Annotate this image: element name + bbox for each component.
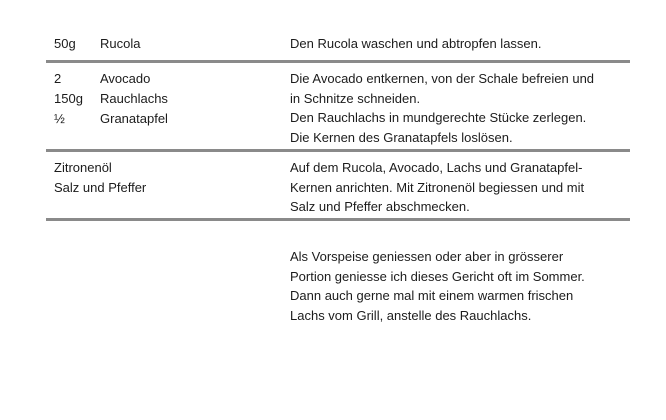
instruction-line: Auf dem Rucola, Avocado, Lachs und Granatapfel- [290,160,583,175]
ingredient-row [54,34,274,54]
ingredient-name: Rucola [100,36,141,51]
instruction-line: Den Rauchlachs in mundgerechte Stücke zerlegen. [290,110,587,125]
instruction-text [290,158,626,217]
instruction-line: Salz und Pfeffer abschmecken. [290,199,470,214]
note-line: Als Vorspeise geniessen oder aber in grösserer [290,249,564,264]
instruction-line: Die Kernen des Granatapfels loslösen. [290,129,513,145]
ingredient-name: Rauchlachs [100,91,168,106]
note-line: Portion geniesse ich dieses Gericht oft im Sommer. [290,268,585,284]
instruction-text [290,69,626,147]
section-divider [46,60,630,63]
instruction-line: Kernen anrichten. Mit Zitronenöl begiessen und mit [290,179,585,195]
note-line: Lachs vom Grill, anstelle des Rauchlachs. [290,307,532,323]
ingredient-row [54,109,274,129]
ingredient-quantity: 2 [54,71,62,86]
section-divider [46,149,630,152]
ingredient-row [54,89,274,109]
ingredient-quantity: 150g [54,91,83,106]
note-line: Dann auch gerne mal mit einem warmen frischen [290,288,574,303]
recipe-note [46,247,630,327]
ingredient-item: Salz und Pfeffer [54,180,147,195]
recipe-section-serving [46,158,630,216]
instruction-text [290,34,626,54]
ingredient-row [54,69,274,89]
ingredient-name: Granatapfel [100,111,168,126]
ingredient-list [54,69,274,129]
ingredient-name: Avocado [100,71,151,86]
section-divider [46,218,630,221]
ingredient-item: Zitronenöl [54,160,112,175]
ingredient-list [54,158,274,198]
instruction-line: Den Rucola waschen und abtropfen lassen. [290,36,542,51]
ingredient-quantity: ½ [54,111,65,126]
ingredient-quantity: 50g [54,36,76,51]
ingredient-list [54,34,274,54]
instruction-line: Die Avocado entkernen, von der Schale befreien und [290,71,595,86]
note-text [290,247,626,325]
recipe-section-avocado [46,69,630,147]
recipe-section-rucola [46,34,630,56]
instruction-line: in Schnitze schneiden. [290,90,421,106]
